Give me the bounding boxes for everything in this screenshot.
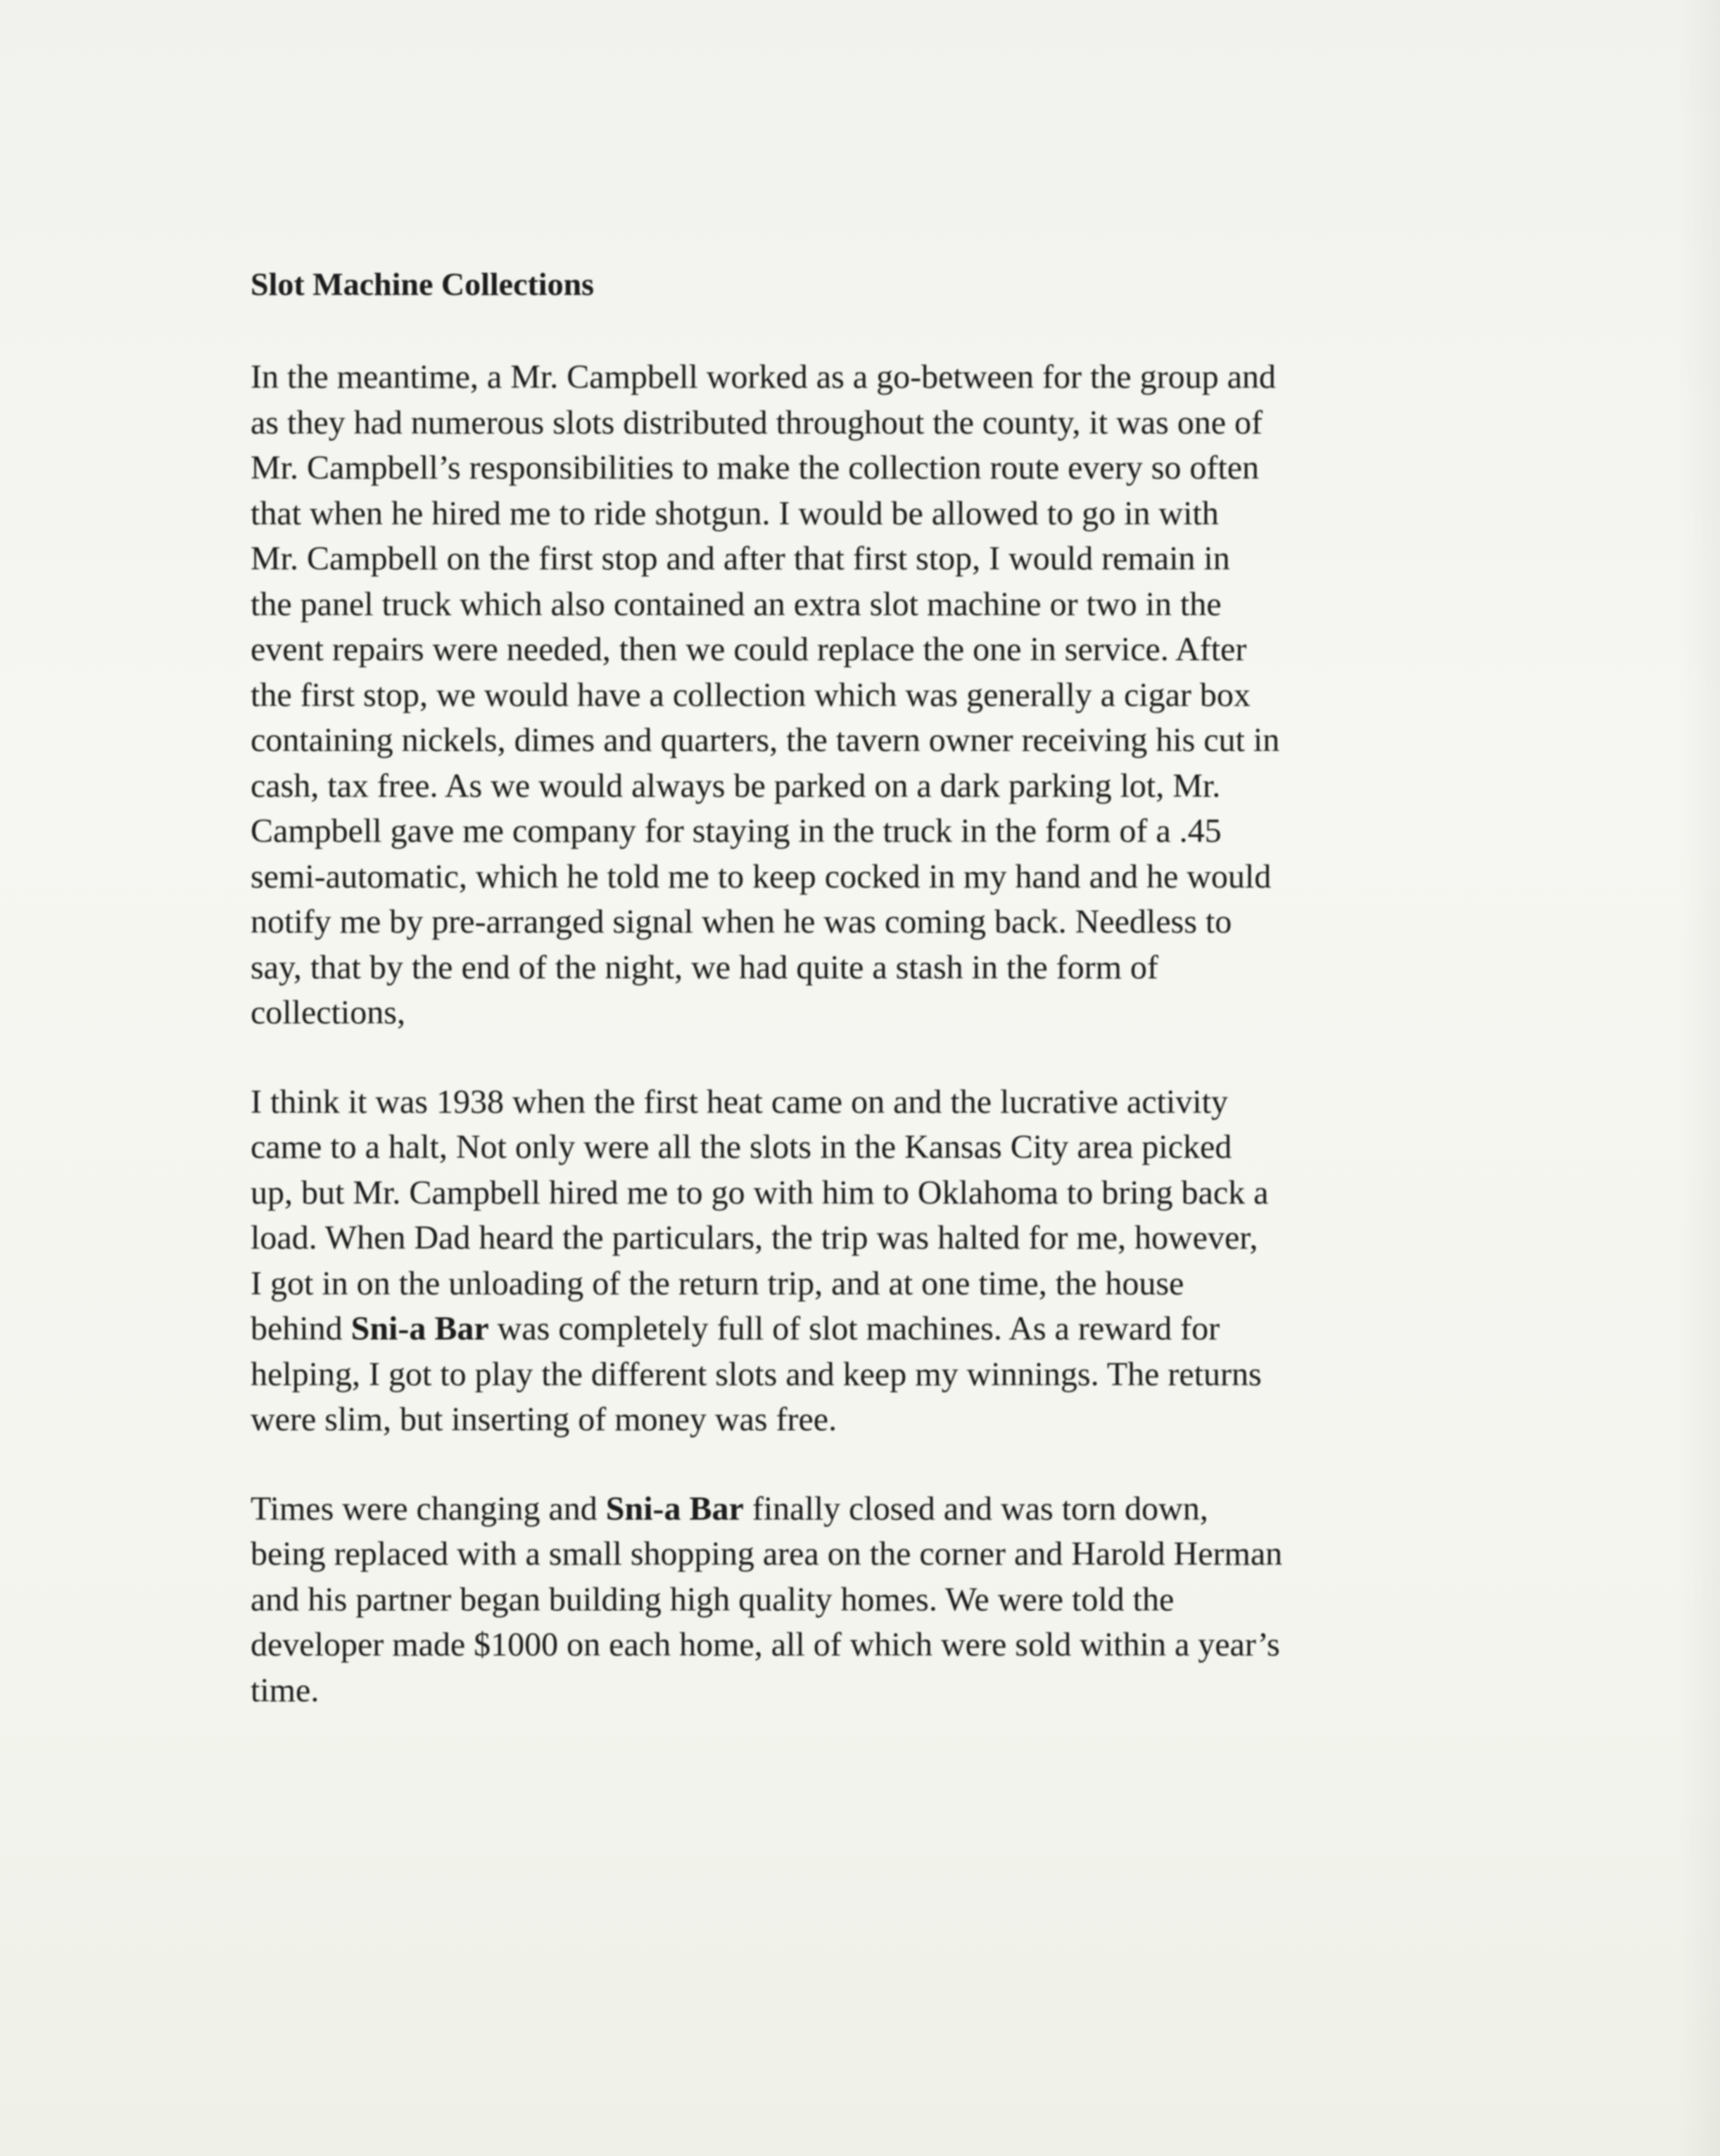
sni-a-bar-name: Sni-a Bar [605,1489,744,1527]
text-line: In the meantime, a Mr. Campbell worked as a go-between for the group and [251,358,1276,396]
text-line: time. [251,1671,320,1709]
text-segment: Times were changing and [251,1489,606,1527]
text-line: I got in on the unloading of the return trip, and at one time, the house [251,1264,1184,1302]
page-edge-shadow [1678,0,1720,2156]
text-line: Mr. Campbell’s responsibilities to make the collection route every so often [251,449,1260,486]
text-line: up, but Mr. Campbell hired me to go with him to Oklahoma to bring back a [251,1173,1269,1211]
text-line: containing nickels, dimes and quarters, the tavern owner receiving his cut in [251,721,1280,759]
text-line-with-emphasis [251,1487,1510,1532]
text-line: developer made $1000 on each home, all of which were sold within a year’s [251,1626,1280,1663]
sni-a-bar-name: Sni-a Bar [350,1310,489,1347]
paragraph-3 [251,1487,1510,1714]
text-line: load. When Dad heard the particulars, the trip was halted for me, however, [251,1219,1258,1256]
text-line: the panel truck which also contained an extra slot machine or two in the [251,585,1222,623]
text-line: Campbell gave me company for staying in the truck in the form of a .45 [251,812,1222,850]
text-line: Mr. Campbell on the first stop and after that first stop, I would remain in [251,540,1230,577]
document-title: Slot Machine Collections [251,266,595,302]
text-line: came to a halt, Not only were all the slots in the Kansas City area picked [251,1128,1232,1166]
text-line: helping, I got to play the different slots and keep my winnings. The returns [251,1355,1262,1393]
text-segment: was completely full of slot machines. As a reward for [488,1310,1220,1347]
text-line: and his partner began building high quality homes. We were told the [251,1580,1175,1618]
text-line: collections, [251,994,405,1031]
text-line: as they had numerous slots distributed throughout the county, it was one of [251,403,1263,441]
text-line: the first stop, we would have a collection which was generally a cigar box [251,676,1251,714]
text-line: event repairs were needed, then we could replace the one in service. After [251,631,1247,668]
text-line: were slim, but inserting of money was free. [251,1401,837,1438]
paragraph-2 [251,1080,1510,1443]
paragraph-1 [251,355,1510,1036]
text-line: notify me by pre-arranged signal when he was coming back. Needless to [251,903,1232,940]
text-line: say, that by the end of the night, we had quite a stash in the form of [251,948,1158,986]
text-line-with-emphasis [251,1306,1510,1352]
text-line: cash, tax free. As we would always be parked on a dark parking lot, Mr. [251,767,1221,805]
document-body [251,262,1510,1757]
text-segment: behind [251,1310,351,1347]
text-line: that when he hired me to ride shotgun. I would be allowed to go in with [251,494,1219,532]
text-segment: finally closed and was torn down, [743,1489,1208,1527]
text-line: being replaced with a small shopping area on the corner and Harold Herman [251,1535,1283,1572]
text-line: I think it was 1938 when the first heat came on and the lucrative activity [251,1083,1228,1121]
text-line: semi-automatic, which he told me to keep cocked in my hand and he would [251,857,1272,895]
